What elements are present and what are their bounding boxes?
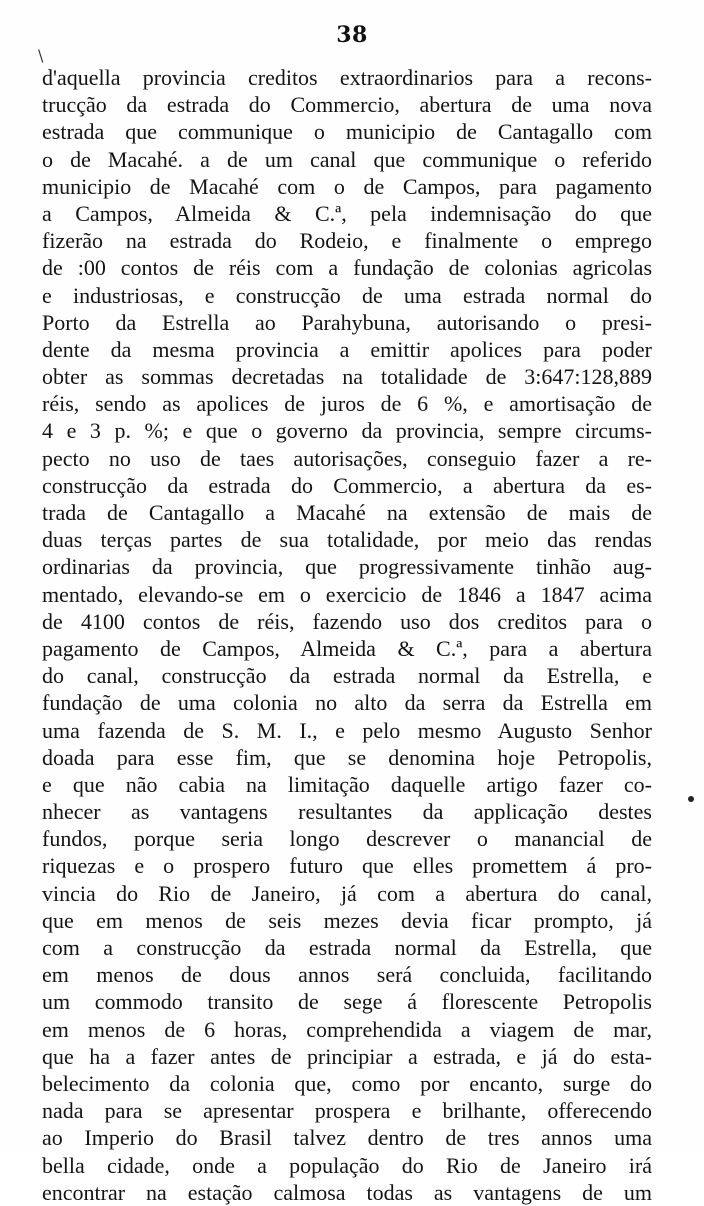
text-line: doada para esse fim, que se denomina hoje Petropolis, — [42, 744, 652, 770]
page-number: 38 — [336, 22, 368, 48]
text-line: bella cidade, onde a população do Rio de Janeiro irá — [42, 1152, 652, 1178]
text-line: pecto no uso de taes autorisações, conseguio fazer a re- — [42, 445, 652, 471]
text-line: de :00 contos de réis com a fundação de colonias agricolas — [42, 255, 652, 281]
text-line: de 4100 contos de réis, fazendo uso dos creditos para o — [42, 608, 652, 634]
text-line: pagamento de Campos, Almeida & C.ª, para a abertura — [42, 635, 652, 661]
text-line: e que não cabia na limitação daquelle artigo fazer co- — [42, 771, 652, 797]
text-line: réis, sendo as apolices de juros de 6 %, e amortisação de — [42, 391, 652, 417]
text-line: mentado, elevando-se em o exercicio de 1846 a 1847 acima — [42, 581, 652, 607]
text-line: fizerão na estrada do Rodeio, e finalmente o emprego — [42, 228, 652, 254]
text-line: ordinarias da provincia, que progressivamente tinhão aug- — [42, 554, 652, 580]
text-line: que em menos de seis mezes devia ficar prompto, já — [42, 907, 652, 933]
text-line: um commodo transito de sege á florescente Petropolis — [42, 989, 652, 1015]
text-line: dente da mesma provincia a emittir apolices para poder — [42, 336, 652, 362]
text-line: encontrar na estação calmosa todas as vantagens de um — [42, 1179, 652, 1205]
text-line: fundação de uma colonia no alto da serra da Estrella em — [42, 690, 652, 716]
text-line: obter as sommas decretadas na totalidade de 3:647:128,889 — [42, 364, 652, 390]
text-line: com a construcção da estrada normal da Estrella, que — [42, 935, 652, 960]
text-line: 4 e 3 p. %; e que o governo da provincia, sempre circums- — [42, 418, 652, 444]
text-line: d'aquella provincia creditos extraordinarios para a recons- — [42, 65, 652, 90]
text-line: o de Macahé. a de um canal que communique o referido — [42, 146, 652, 172]
body-text — [42, 64, 652, 1206]
text-line: a Campos, Almeida & C.ª, pela indemnisação do que — [42, 200, 652, 226]
text-line: nada para se apresentar prospera e brilhante, offerecendo — [42, 1098, 652, 1124]
text-line: Porto da Estrella ao Parahybuna, autorisando o presi- — [42, 309, 652, 335]
text-line: duas terças partes de sua totalidade, por meio das rendas — [42, 527, 652, 553]
stray-ink-mark: \ — [38, 46, 44, 65]
text-line: do canal, construcção da estrada normal da Estrella, e — [42, 663, 652, 689]
text-line: uma fazenda de S. M. I., e pelo mesmo Augusto Senhor — [42, 717, 652, 743]
text-line: riquezas e o prospero futuro que elles promettem á pro- — [42, 853, 652, 879]
text-line: municipio de Macahé com o de Campos, para pagamento — [42, 173, 652, 199]
text-line: nhecer as vantagens resultantes da applicação destes — [42, 799, 652, 825]
text-line: ao Imperio do Brasil talvez dentro de tres annos uma — [42, 1125, 652, 1151]
text-line: trada de Cantagallo a Macahé na extensão de mais de — [42, 500, 652, 525]
text-line: que ha a fazer antes de principiar a estrada, e já do esta- — [42, 1043, 652, 1069]
text-line: belecimento da colonia que, como por encanto, surge do — [42, 1070, 652, 1096]
text-line: vincia do Rio de Janeiro, já com a abertura do canal, — [42, 880, 652, 906]
text-line: estrada que communique o municipio de Cantagallo com — [42, 119, 652, 145]
text-line: e industriosas, e construcção de uma estrada normal do — [42, 282, 652, 308]
text-line: fundos, porque seria longo descrever o manancial de — [42, 826, 652, 852]
text-line: em menos de dous annos será concluida, facilitando — [42, 962, 652, 988]
text-line: trucção da estrada do Commercio, abertura de uma nova — [42, 92, 652, 118]
text-line: construcção da estrada do Commercio, a abertura da es- — [42, 472, 652, 498]
margin-ink-dot — [688, 796, 694, 802]
text-line: em menos de 6 horas, comprehendida a viagem de mar, — [42, 1016, 652, 1042]
